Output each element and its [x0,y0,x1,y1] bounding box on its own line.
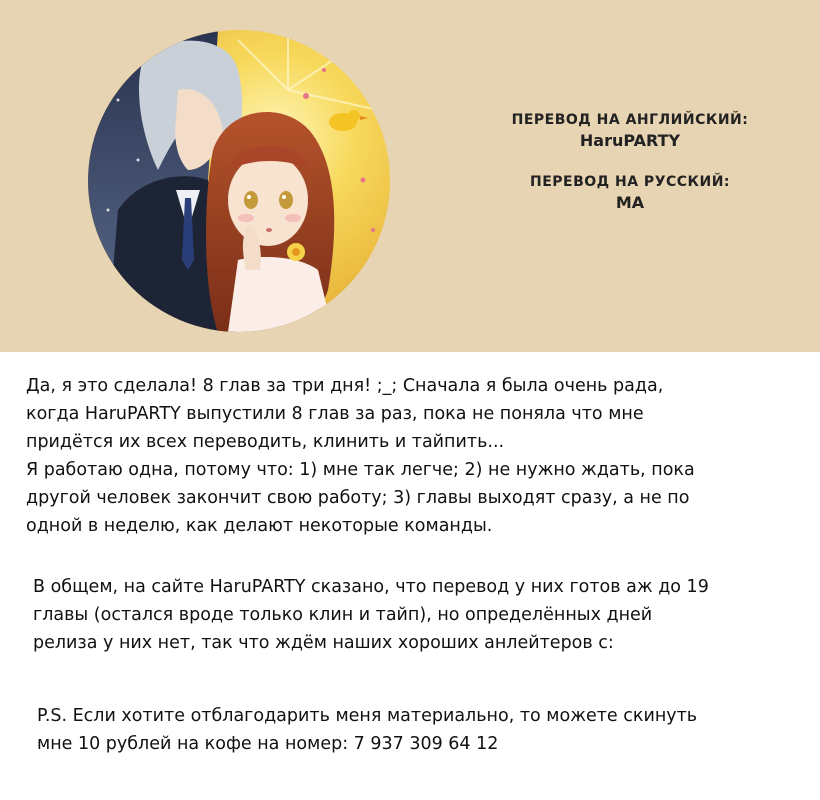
paragraph-line: главы (остался вроде только клин и тайп), но определённых дней [33,605,653,625]
russian-translation-credit [470,174,790,212]
russian-translation-label: ПЕРЕВОД НА РУССКИЙ: [529,174,731,190]
paragraph-line: одной в неделю, как делают некоторые команды. [26,516,493,536]
english-translation-credit [470,112,790,150]
paragraph-line: мне 10 рублей на кофе на номер: 7 937 309 64 12 [37,734,499,754]
russian-translator-name: MA [615,193,645,212]
paragraph-line: релиза у них нет, так что ждём наших хороших анлейтеров c: [33,633,614,653]
paragraph-line: другой человек закончит свою работу; 3) главы выходят сразу, а не по [26,488,690,508]
cover-art-image [88,30,390,332]
note-paragraph-2 [33,573,813,657]
english-translation-label: ПЕРЕВОД НА АНГЛИЙСКИЙ: [511,112,749,128]
postscript-paragraph [37,702,817,758]
note-paragraph-1 [26,372,806,540]
paragraph-line: когда HaruPARTY выпустили 8 глав за раз, пока не поняла что мне [26,404,644,424]
paragraph-line: Я работаю одна, потому что: 1) мне так легче; 2) не нужно ждать, пока [26,460,695,480]
english-translator-name: HaruPARTY [579,131,681,150]
paragraph-line: Да, я это сделала! 8 глав за три дня! ;_; Сначала я была очень рада, [26,376,664,396]
cover-art-illustration [88,30,390,332]
paragraph-line: придётся их всех переводить, клинить и тайпить... [26,432,505,452]
translation-credits [470,112,790,212]
paragraph-line: P.S. Если хотите отблагодарить меня материально, то можете скинуть [37,706,698,726]
header-banner [0,0,820,352]
paragraph-line: В общем, на сайте HaruPARTY сказано, что перевод у них готов аж до 19 [33,577,709,597]
